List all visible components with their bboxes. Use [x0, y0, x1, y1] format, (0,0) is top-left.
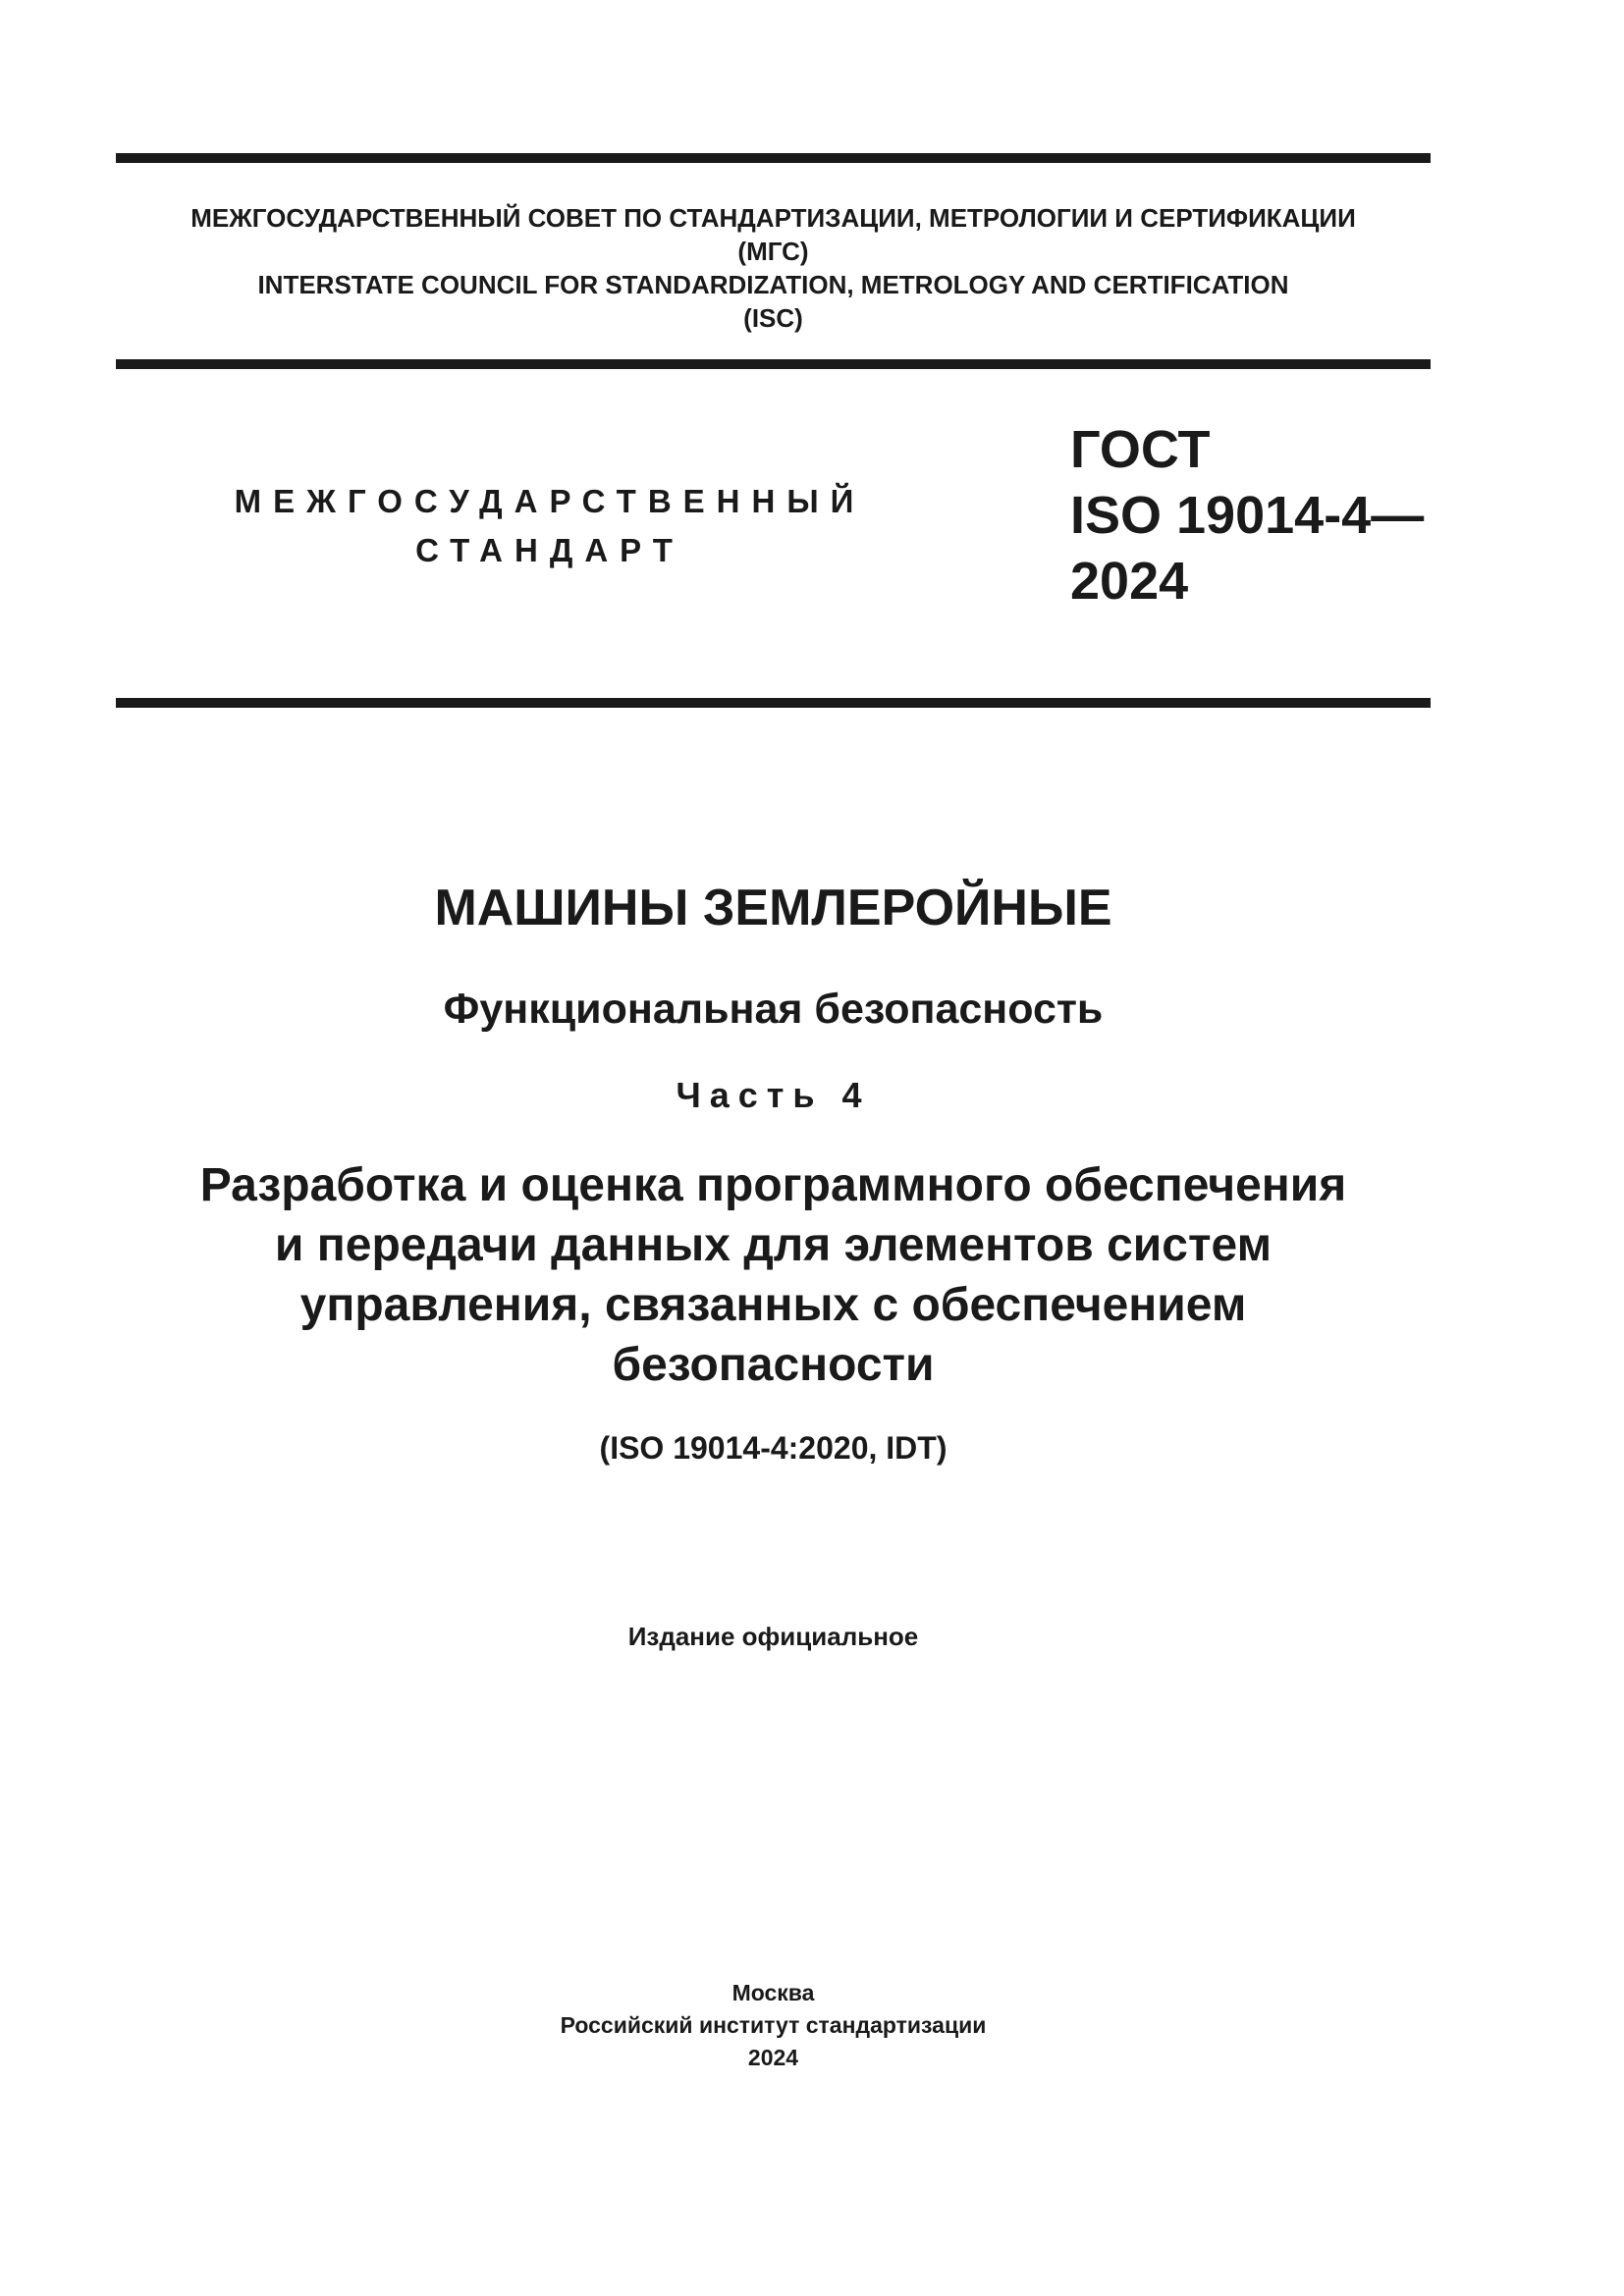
council-header: [116, 201, 1431, 335]
publisher-institute: Российский институт стандартизации: [560, 2012, 987, 2038]
standard-type-label: [196, 477, 903, 575]
publisher-city: Москва: [731, 1980, 815, 2005]
part-number: Часть 4: [676, 1075, 871, 1115]
header-rule: [116, 359, 1431, 369]
description-line4: безопасности: [612, 1339, 935, 1391]
council-abbr-en: (ISC): [743, 303, 803, 333]
publisher-year: 2024: [747, 2045, 799, 2070]
description-line2: и передачи данных для элементов систем: [274, 1219, 1272, 1271]
council-name-ru: МЕЖГОСУДАРСТВЕННЫЙ СОВЕТ ПО СТАНДАРТИЗАЦИИ, МЕТРОЛОГИИ И СЕРТИФИКАЦИИ: [190, 203, 1356, 233]
description-line3: управления, связанных с обеспечением: [299, 1279, 1247, 1331]
part-description: [116, 1155, 1431, 1395]
standard-type-line2: СТАНДАРТ: [415, 532, 684, 568]
designation-line3: 2024: [1070, 552, 1189, 611]
council-abbr-ru: (МГС): [737, 237, 809, 266]
designation-rule: [116, 698, 1431, 708]
standard-designation: [1070, 417, 1424, 614]
document-subtitle: Функциональная безопасность: [443, 986, 1104, 1033]
top-rule: [116, 153, 1431, 163]
designation-line1: ГОСТ: [1070, 420, 1211, 479]
designation-line2: ISO 19014-4—: [1070, 486, 1425, 545]
document-title: МАШИНЫ ЗЕМЛЕРОЙНЫЕ: [434, 880, 1112, 936]
iso-reference: (ISO 19014-4:2020, IDT): [599, 1430, 947, 1466]
publisher-block: [116, 1977, 1431, 2074]
council-name-en: INTERSTATE COUNCIL FOR STANDARDIZATION, METROLOGY AND CERTIFICATION: [257, 270, 1289, 299]
edition-note: Издание официальное: [627, 1622, 919, 1651]
standard-type-line1: МЕЖГОСУДАРСТВЕННЫЙ: [234, 483, 866, 519]
description-line1: Разработка и оценка программного обеспечения: [199, 1159, 1347, 1211]
